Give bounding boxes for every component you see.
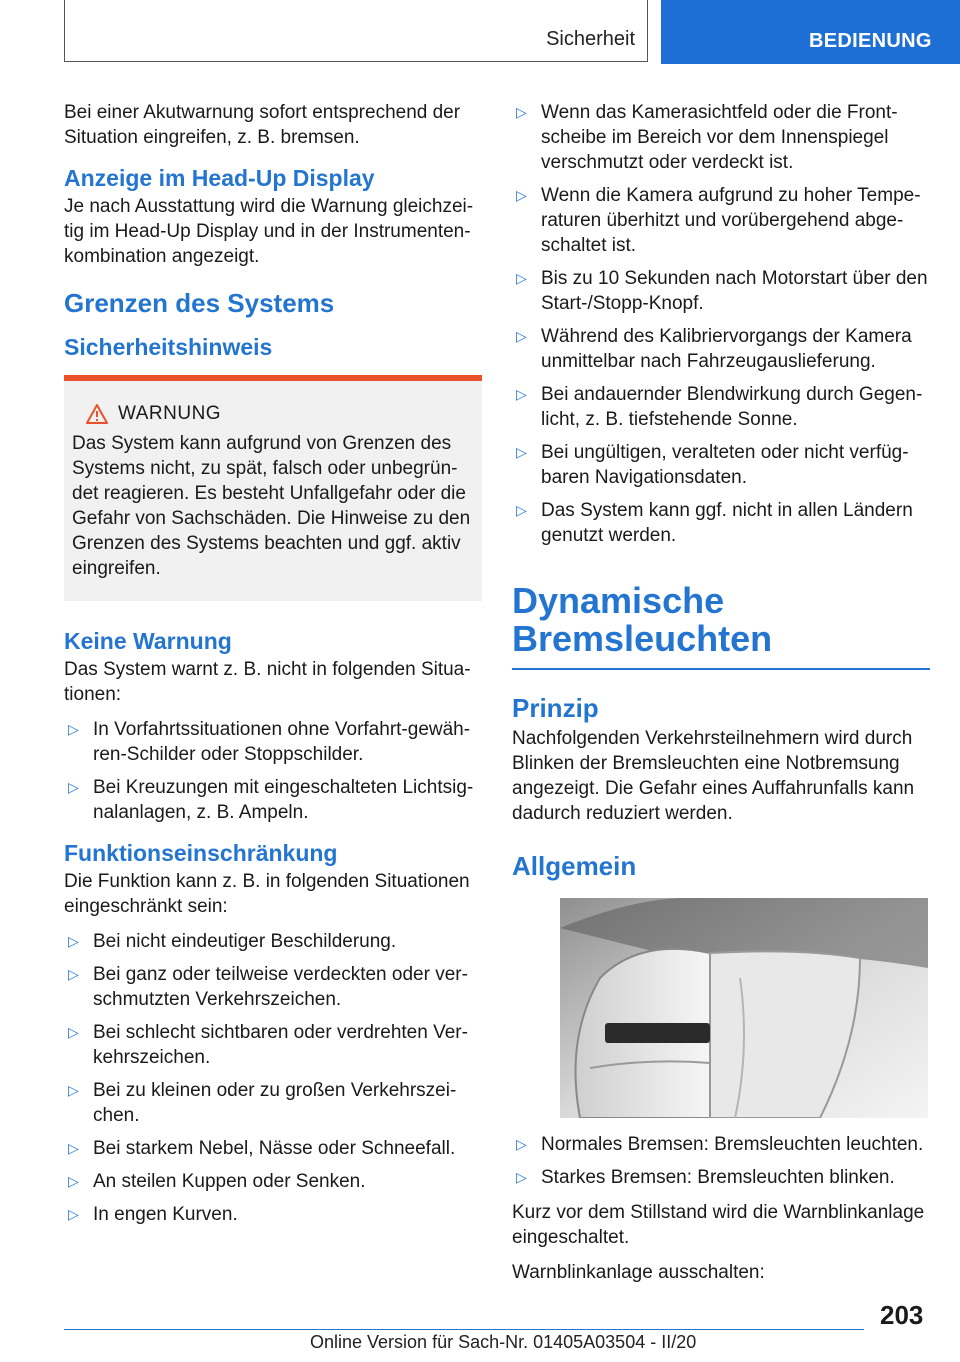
triangle-right-icon: ▷ bbox=[68, 779, 79, 795]
list-item: ▷ Bis zu 10 Sekunden nach Motorstart über den Start-/Stopp-Knopf. bbox=[516, 268, 928, 314]
list-item: ▷ Bei nicht eindeutiger Beschilderung. bbox=[68, 931, 397, 952]
chapter-tab: BEDIENUNG bbox=[661, 0, 960, 64]
general-heading: Allgemein bbox=[512, 851, 637, 881]
func-heading: Funktionseinschränkung bbox=[64, 840, 338, 866]
list-item: ▷ An steilen Kuppen oder Senken. bbox=[68, 1171, 366, 1192]
general-text-1: Kurz vor dem Stillstand wird die Warnblinkanlage eingeschaltet. bbox=[512, 1202, 925, 1248]
section-title: Sicherheit bbox=[546, 28, 635, 50]
func-text: Die Funktion kann z. B. in folgenden Situationen eingeschränkt sein: bbox=[64, 871, 470, 917]
principle-heading: Prinzip bbox=[512, 693, 599, 723]
list-item: ▷ Bei zu kleinen oder zu großen Verkehrszeichen. bbox=[68, 1080, 457, 1126]
list-item: ▷ In Vorfahrtssituationen ohne Vorfahrt-gewähren-Schilder oder Stoppschilder. bbox=[68, 719, 471, 765]
hud-text: Je nach Ausstattung wird die Warnung gleichzeitig im Head-Up Display und in der Instrumentenkombination angezeigt. bbox=[64, 196, 474, 267]
triangle-right-icon: ▷ bbox=[68, 1173, 79, 1189]
footer-divider bbox=[64, 1329, 864, 1330]
list-item: ▷ Bei Kreuzungen mit eingeschalteten Lichtsignalanlagen, z. B. Ampeln. bbox=[68, 777, 474, 823]
brake-light-photo bbox=[560, 898, 928, 1118]
nowarn-list bbox=[64, 717, 482, 825]
limits-heading: Grenzen des Systems bbox=[64, 288, 335, 318]
triangle-right-icon: ▷ bbox=[516, 444, 527, 460]
principle-text: Nachfolgenden Verkehrsteilnehmern wird durch Blinken der Bremsleuchten eine Notbremsung angezeigt. Die Gefahr eines Auffahrunfalls kann dadurch reduziert werden. bbox=[512, 728, 915, 824]
triangle-right-icon: ▷ bbox=[516, 1169, 527, 1185]
limits-list bbox=[512, 100, 930, 548]
left-column bbox=[64, 100, 482, 1237]
footer-text: Online Version für Sach-Nr. 01405A03504 - II/20 bbox=[310, 1332, 697, 1352]
triangle-right-icon: ▷ bbox=[516, 328, 527, 344]
func-list bbox=[64, 929, 482, 1227]
general-list bbox=[512, 1132, 930, 1190]
triangle-right-icon: ▷ bbox=[68, 933, 79, 949]
general-text-2: Warnblinkanlage ausschalten: bbox=[512, 1262, 765, 1283]
triangle-right-icon: ▷ bbox=[68, 1140, 79, 1156]
list-item: ▷ Während des Kalibriervorgangs der Kamera unmittelbar nach Fahrzeugauslieferung. bbox=[516, 326, 912, 372]
chapter-title bbox=[512, 582, 930, 658]
chapter-title-line-2: Bremsleuchten bbox=[512, 618, 773, 659]
triangle-right-icon: ▷ bbox=[68, 966, 79, 982]
triangle-right-icon: ▷ bbox=[516, 187, 527, 203]
list-item: ▷ Bei schlecht sichtbaren oder verdrehten Verkehrszeichen. bbox=[68, 1022, 468, 1068]
list-item: ▷ Normales Bremsen: Bremsleuchten leuchten. bbox=[516, 1134, 924, 1155]
list-item: ▷ Bei andauernder Blendwirkung durch Gegenlicht, z. B. tiefstehende Sonne. bbox=[516, 384, 923, 430]
triangle-right-icon: ▷ bbox=[68, 721, 79, 737]
safety-heading: Sicherheitshinweis bbox=[64, 334, 273, 360]
list-item: ▷ Wenn das Kamerasichtfeld oder die Frontscheibe im Bereich vor dem Innenspiegel verschmutzt oder verdeckt ist. bbox=[516, 102, 898, 173]
triangle-right-icon: ▷ bbox=[516, 386, 527, 402]
warning-triangle-icon bbox=[86, 404, 108, 424]
intro-text: Bei einer Akutwarnung sofort entsprechend der Situation eingreifen, z. B. bremsen. bbox=[64, 102, 461, 148]
hud-heading: Anzeige im Head-Up Display bbox=[64, 165, 375, 191]
chapter-title-line-1: Dynamische bbox=[512, 580, 725, 621]
list-item: ▷ In engen Kurven. bbox=[68, 1204, 238, 1225]
right-column bbox=[512, 100, 930, 1295]
nowarn-heading: Keine Warnung bbox=[64, 628, 232, 654]
list-item: ▷ Bei ganz oder teilweise verdeckten oder verschmutzten Verkehrszeichen. bbox=[68, 964, 468, 1010]
list-item: ▷ Wenn die Kamera aufgrund zu hoher Temperaturen überhitzt und vorübergehend abgeschaltet ist. bbox=[516, 185, 921, 256]
header-frame bbox=[64, 0, 648, 62]
list-item: ▷ Das System kann ggf. nicht in allen Ländern genutzt werden. bbox=[516, 500, 913, 546]
triangle-right-icon: ▷ bbox=[516, 502, 527, 518]
triangle-right-icon: ▷ bbox=[68, 1082, 79, 1098]
list-item: ▷ Starkes Bremsen: Bremsleuchten blinken. bbox=[516, 1167, 895, 1188]
triangle-right-icon: ▷ bbox=[68, 1206, 79, 1222]
triangle-right-icon: ▷ bbox=[516, 104, 527, 120]
list-item: ▷ Bei ungültigen, veralteten oder nicht verfügbaren Navigationsdaten. bbox=[516, 442, 909, 488]
warning-box bbox=[64, 375, 482, 601]
list-item: ▷ Bei starkem Nebel, Nässe oder Schneefall. bbox=[68, 1138, 456, 1159]
warning-header bbox=[72, 403, 474, 425]
nowarn-text: Das System warnt z. B. nicht in folgenden Situationen: bbox=[64, 659, 471, 705]
page-number: 203 bbox=[880, 1300, 924, 1330]
warning-title: WARNUNG bbox=[118, 403, 222, 424]
triangle-right-icon: ▷ bbox=[68, 1024, 79, 1040]
triangle-right-icon: ▷ bbox=[516, 1136, 527, 1152]
triangle-right-icon: ▷ bbox=[516, 270, 527, 286]
chapter-divider bbox=[512, 668, 930, 670]
warning-text: Das System kann aufgrund von Grenzen des Systems nicht, zu spät, falsch oder unbegründet reagieren. Es besteht Unfallgefahr oder die Gefahr von Sachschäden. Die Hinweise zu den Grenzen des Systems beachten und ggf. aktiv eingreifen. bbox=[72, 433, 471, 579]
